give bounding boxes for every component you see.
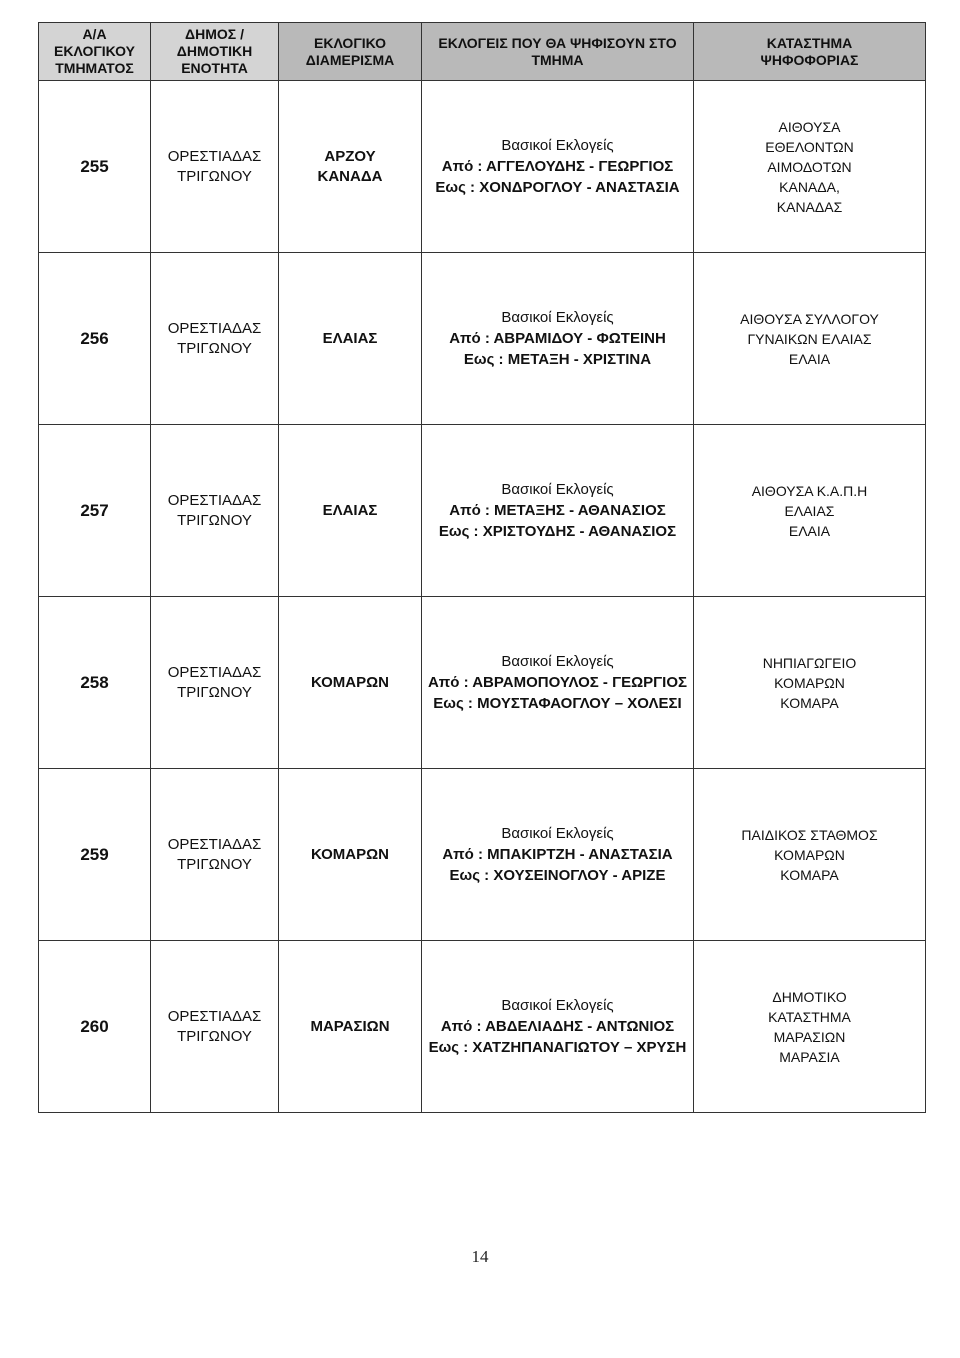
- voters-heading: Βασικοί Εκλογείς: [501, 653, 614, 670]
- station-line: ΓΥΝΑΙΚΩΝ ΕΛΑΙΑΣ: [747, 330, 872, 347]
- header-voters: [422, 23, 694, 81]
- section-number: 258: [39, 597, 151, 769]
- voters-heading: Βασικοί Εκλογείς: [501, 481, 614, 498]
- section-number: 255: [39, 81, 151, 253]
- header-text: ΔΙΑΜΕΡΙΣΜΑ: [305, 51, 395, 68]
- municipal-unit-line: ΤΡΙΓΩΝΟΥ: [177, 167, 252, 185]
- voters-from: Από : ΑΒΡΑΜΙΔΟΥ - ΦΩΤΕΙΝΗ: [449, 330, 666, 347]
- voters-range: [422, 941, 694, 1113]
- station-line: ΚΑΤΑΣΤΗΜΑ: [768, 1008, 851, 1025]
- station-line: ΕΛΑΙΑ: [788, 522, 831, 539]
- header-municipal-unit: [151, 23, 279, 81]
- district-line: ΜΑΡΑΣΙΩΝ: [310, 1017, 390, 1035]
- station-line: ΔΗΜΟΤΙΚΟ: [772, 988, 847, 1005]
- voters-to: Εως : ΧΡΙΣΤΟΥΔΗΣ - ΑΘΑΝΑΣΙΟΣ: [438, 523, 677, 540]
- table-row: [39, 81, 926, 253]
- municipal-unit-line: ΟΡΕΣΤΙΑΔΑΣ: [167, 1007, 262, 1025]
- polling-station: [694, 253, 926, 425]
- municipal-unit-line: ΤΡΙΓΩΝΟΥ: [177, 683, 252, 701]
- section-number: 256: [39, 253, 151, 425]
- station-line: ΠΑΙΔΙΚΟΣ ΣΤΑΘΜΟΣ: [741, 826, 878, 843]
- municipal-unit: [151, 81, 279, 253]
- voters-to: Εως : ΜΟΥΣΤΑΦΑΟΓΛΟΥ – ΧΟΛΕΣΙ: [433, 695, 682, 712]
- station-line: ΑΙΘΟΥΣΑ ΣΥΛΛΟΓΟΥ: [740, 310, 879, 327]
- district-line: ΕΛΑΙΑΣ: [322, 329, 378, 347]
- voters-from: Από : ΜΠΑΚΙΡΤΖΗ - ΑΝΑΣΤΑΣΙΑ: [442, 846, 673, 863]
- station-line: ΜΑΡΑΣΙΩΝ: [773, 1028, 846, 1045]
- electoral-district: [279, 597, 422, 769]
- district-line: ΕΛΑΙΑΣ: [322, 501, 378, 519]
- header-text: ΔΗΜΟΤΙΚΗ: [176, 43, 253, 59]
- voters-range: [422, 253, 694, 425]
- section-number: 259: [39, 769, 151, 941]
- header-text: ΚΑΤΑΣΤΗΜΑ: [766, 34, 853, 51]
- voters-to: Εως : ΧΟΝΔΡΟΓΛΟΥ - ΑΝΑΣΤΑΣΙΑ: [435, 179, 680, 196]
- header-row: [39, 23, 926, 81]
- electoral-district: [279, 253, 422, 425]
- header-polling-station: [694, 23, 926, 81]
- station-line: ΚΑΝΑΔΑΣ: [776, 198, 843, 215]
- municipal-unit-line: ΤΡΙΓΩΝΟΥ: [177, 855, 252, 873]
- polling-station: [694, 81, 926, 253]
- district-line: ΚΑΝΑΔΑ: [317, 167, 383, 185]
- polling-station: [694, 769, 926, 941]
- voters-from: Από : ΜΕΤΑΞΗΣ - ΑΘΑΝΑΣΙΟΣ: [449, 502, 666, 519]
- municipal-unit-line: ΤΡΙΓΩΝΟΥ: [177, 511, 252, 529]
- header-text: ΕΚΛΟΓΙΚΟ: [314, 34, 386, 51]
- voters-from: Από : ΑΒΡΑΜΟΠΟΥΛΟΣ - ΓΕΩΡΓΙΟΣ: [427, 674, 688, 691]
- voters-range: [422, 597, 694, 769]
- station-line: ΕΛΑΙΑ: [788, 350, 831, 367]
- municipal-unit-line: ΤΡΙΓΩΝΟΥ: [177, 339, 252, 357]
- voters-range: [422, 769, 694, 941]
- voters-to: Εως : ΧΟΥΣΕΙΝΟΓΛΟΥ - ΑΡΙΖΕ: [449, 867, 666, 884]
- station-line: ΝΗΠΙΑΓΩΓΕΙΟ: [762, 654, 857, 671]
- voters-to: Εως : ΜΕΤΑΞΗ - ΧΡΙΣΤΙΝΑ: [463, 351, 652, 368]
- municipal-unit-line: ΟΡΕΣΤΙΑΔΑΣ: [167, 147, 262, 165]
- municipal-unit-line: ΟΡΕΣΤΙΑΔΑΣ: [167, 835, 262, 853]
- header-text: ΨΗΦΟΦΟΡΙΑΣ: [760, 51, 859, 68]
- electoral-district: [279, 941, 422, 1113]
- table-body: [39, 81, 926, 1113]
- section-number: 257: [39, 425, 151, 597]
- station-line: ΕΘΕΛΟΝΤΩΝ: [765, 138, 854, 155]
- voters-to: Εως : ΧΑΤΖΗΠΑΝΑΓΙΩΤΟΥ – ΧΡΥΣΗ: [428, 1039, 687, 1056]
- station-line: ΚΟΜΑΡΩΝ: [774, 846, 845, 863]
- station-line: ΚΟΜΑΡΑ: [780, 866, 839, 883]
- municipal-unit: [151, 941, 279, 1113]
- header-text: ΔΗΜΟΣ /: [185, 26, 244, 42]
- header-text: ΕΝΟΤΗΤΑ: [181, 60, 248, 76]
- municipal-unit: [151, 425, 279, 597]
- page-number: 14: [471, 1247, 489, 1266]
- station-line: ΚΑΝΑΔΑ,: [779, 178, 840, 195]
- table-header: [39, 23, 926, 81]
- table-row: [39, 597, 926, 769]
- municipal-unit-line: ΟΡΕΣΤΙΑΔΑΣ: [167, 319, 262, 337]
- voters-heading: Βασικοί Εκλογείς: [501, 825, 614, 842]
- voters-heading: Βασικοί Εκλογείς: [501, 137, 614, 154]
- voters-from: Από : ΑΓΓΕΛΟΥΔΗΣ - ΓΕΩΡΓΙΟΣ: [441, 158, 674, 175]
- table-row: [39, 425, 926, 597]
- station-line: ΑΙΘΟΥΣΑ: [778, 118, 841, 135]
- municipal-unit-line: ΤΡΙΓΩΝΟΥ: [177, 1027, 252, 1045]
- district-line: ΚΟΜΑΡΩΝ: [310, 845, 389, 863]
- polling-stations-table: [38, 22, 926, 1113]
- municipal-unit-line: ΟΡΕΣΤΙΑΔΑΣ: [167, 491, 262, 509]
- section-number: 260: [39, 941, 151, 1113]
- station-line: ΑΙΜΟΔΟΤΩΝ: [767, 158, 852, 175]
- voters-range: [422, 81, 694, 253]
- station-line: ΚΟΜΑΡΑ: [780, 694, 839, 711]
- table-row: [39, 769, 926, 941]
- polling-station: [694, 425, 926, 597]
- header-text: ΤΜΗΜΑ: [531, 51, 584, 68]
- header-electoral-section-no: [39, 23, 151, 81]
- district-line: ΑΡΖΟΥ: [324, 147, 376, 165]
- station-line: ΕΛΑΙΑΣ: [784, 502, 835, 519]
- voters-heading: Βασικοί Εκλογείς: [501, 309, 614, 326]
- header-text: ΕΚΛΟΓΙΚΟΥ: [54, 43, 135, 59]
- voters-heading: Βασικοί Εκλογείς: [501, 997, 614, 1014]
- table-row: [39, 253, 926, 425]
- station-line: ΚΟΜΑΡΩΝ: [774, 674, 845, 691]
- electoral-district: [279, 769, 422, 941]
- municipal-unit: [151, 769, 279, 941]
- header-text: ΕΚΛΟΓΕΙΣ ΠΟΥ ΘΑ ΨΗΦΙΣΟΥΝ ΣΤΟ: [438, 34, 677, 51]
- station-line: ΜΑΡΑΣΙΑ: [779, 1048, 840, 1065]
- municipal-unit: [151, 253, 279, 425]
- header-electoral-district: [279, 23, 422, 81]
- header-text: ΤΜΗΜΑΤΟΣ: [55, 60, 134, 76]
- municipal-unit-line: ΟΡΕΣΤΙΑΔΑΣ: [167, 663, 262, 681]
- polling-station: [694, 941, 926, 1113]
- voters-range: [422, 425, 694, 597]
- municipal-unit: [151, 597, 279, 769]
- station-line: ΑΙΘΟΥΣΑ Κ.Α.Π.Η: [751, 482, 868, 499]
- electoral-district: [279, 81, 422, 253]
- header-text: Α/Α: [82, 26, 107, 42]
- voters-from: Από : ΑΒΔΕΛΙΑΔΗΣ - ΑΝΤΩΝΙΟΣ: [440, 1018, 675, 1035]
- polling-station: [694, 597, 926, 769]
- district-line: ΚΟΜΑΡΩΝ: [310, 673, 389, 691]
- table-row: [39, 941, 926, 1113]
- electoral-district: [279, 425, 422, 597]
